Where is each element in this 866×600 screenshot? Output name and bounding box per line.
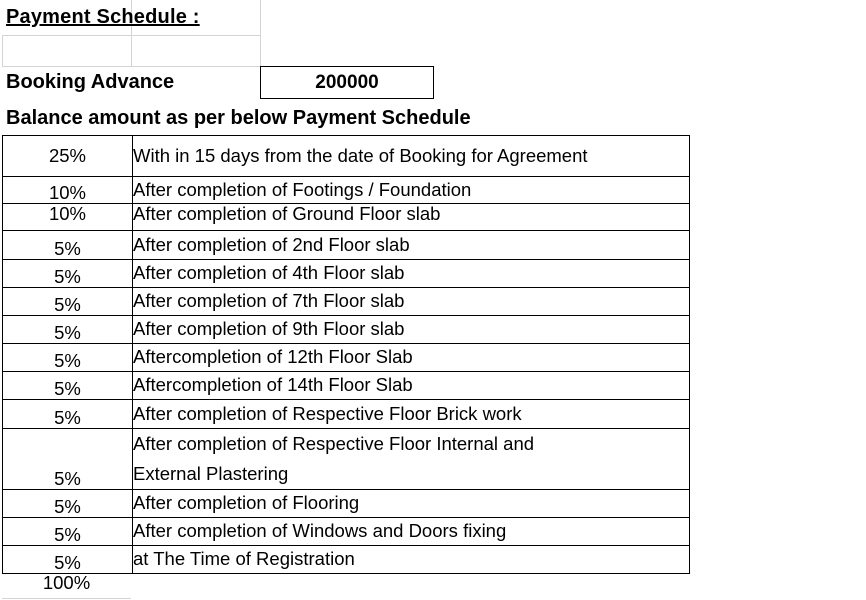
percent-cell: 5% [3, 288, 133, 316]
percent-cell: 25% [3, 136, 133, 177]
payment-schedule-table [2, 135, 690, 574]
percent-cell: 5% [3, 490, 133, 518]
description-cell: After completion of 7th Floor slab [133, 288, 690, 316]
description-line: After completion of Respective Floor Internal and [133, 433, 535, 454]
percent-cell: 5% [3, 518, 133, 546]
schedule-subtitle: Balance amount as per below Payment Schedule [6, 107, 471, 129]
percent-cell: 5% [3, 372, 133, 400]
grid-line [2, 35, 3, 66]
grid-line [2, 66, 260, 67]
percent-cell: 5% [3, 429, 133, 490]
description-cell: Aftercompletion of 12th Floor Slab [133, 344, 690, 372]
percent-cell: 5% [3, 344, 133, 372]
percent-cell: 5% [3, 316, 133, 344]
table-row [3, 400, 690, 429]
booking-advance-amount: 200000 [260, 66, 434, 99]
grid-line [260, 0, 261, 66]
table-row [3, 136, 690, 177]
percent-cell: 5% [3, 400, 133, 429]
table-row [3, 546, 690, 574]
percent-cell: 10% [3, 177, 133, 204]
booking-advance-label: Booking Advance [6, 71, 175, 93]
description-cell: at The Time of Registration [133, 546, 690, 574]
percent-cell: 5% [3, 546, 133, 574]
grid-line [2, 598, 131, 599]
table-row [3, 288, 690, 316]
percent-cell: 5% [3, 260, 133, 288]
table-row [3, 177, 690, 204]
table-row [3, 344, 690, 372]
table-row [3, 429, 690, 490]
percent-cell: 5% [3, 231, 133, 260]
table-row [3, 372, 690, 400]
table-row [3, 518, 690, 546]
description-cell: After completion of 2nd Floor slab [133, 231, 690, 260]
description-cell: With in 15 days from the date of Booking for Agreement [133, 136, 690, 177]
table-row [3, 231, 690, 260]
page-title: Payment Schedule : [6, 6, 200, 28]
description-cell: After completion of Windows and Doors fixing [133, 518, 690, 546]
table-row [3, 490, 690, 518]
description-cell: After completion of Footings / Foundation [133, 177, 690, 204]
description-cell: Aftercompletion of 14th Floor Slab [133, 372, 690, 400]
description-cell [133, 429, 690, 490]
description-cell: After completion of Ground Floor slab [133, 204, 690, 231]
description-cell: After completion of Respective Floor Brick work [133, 400, 690, 429]
percent-cell: 10% [3, 204, 133, 231]
table-row [3, 260, 690, 288]
total-percent: 100% [42, 572, 91, 593]
table-row [3, 204, 690, 231]
description-cell: After completion of Flooring [133, 490, 690, 518]
description-cell: After completion of 4th Floor slab [133, 260, 690, 288]
grid-line [2, 35, 260, 36]
table-row [3, 316, 690, 344]
description-cell: After completion of 9th Floor slab [133, 316, 690, 344]
description-line: External Plastering [133, 463, 289, 484]
